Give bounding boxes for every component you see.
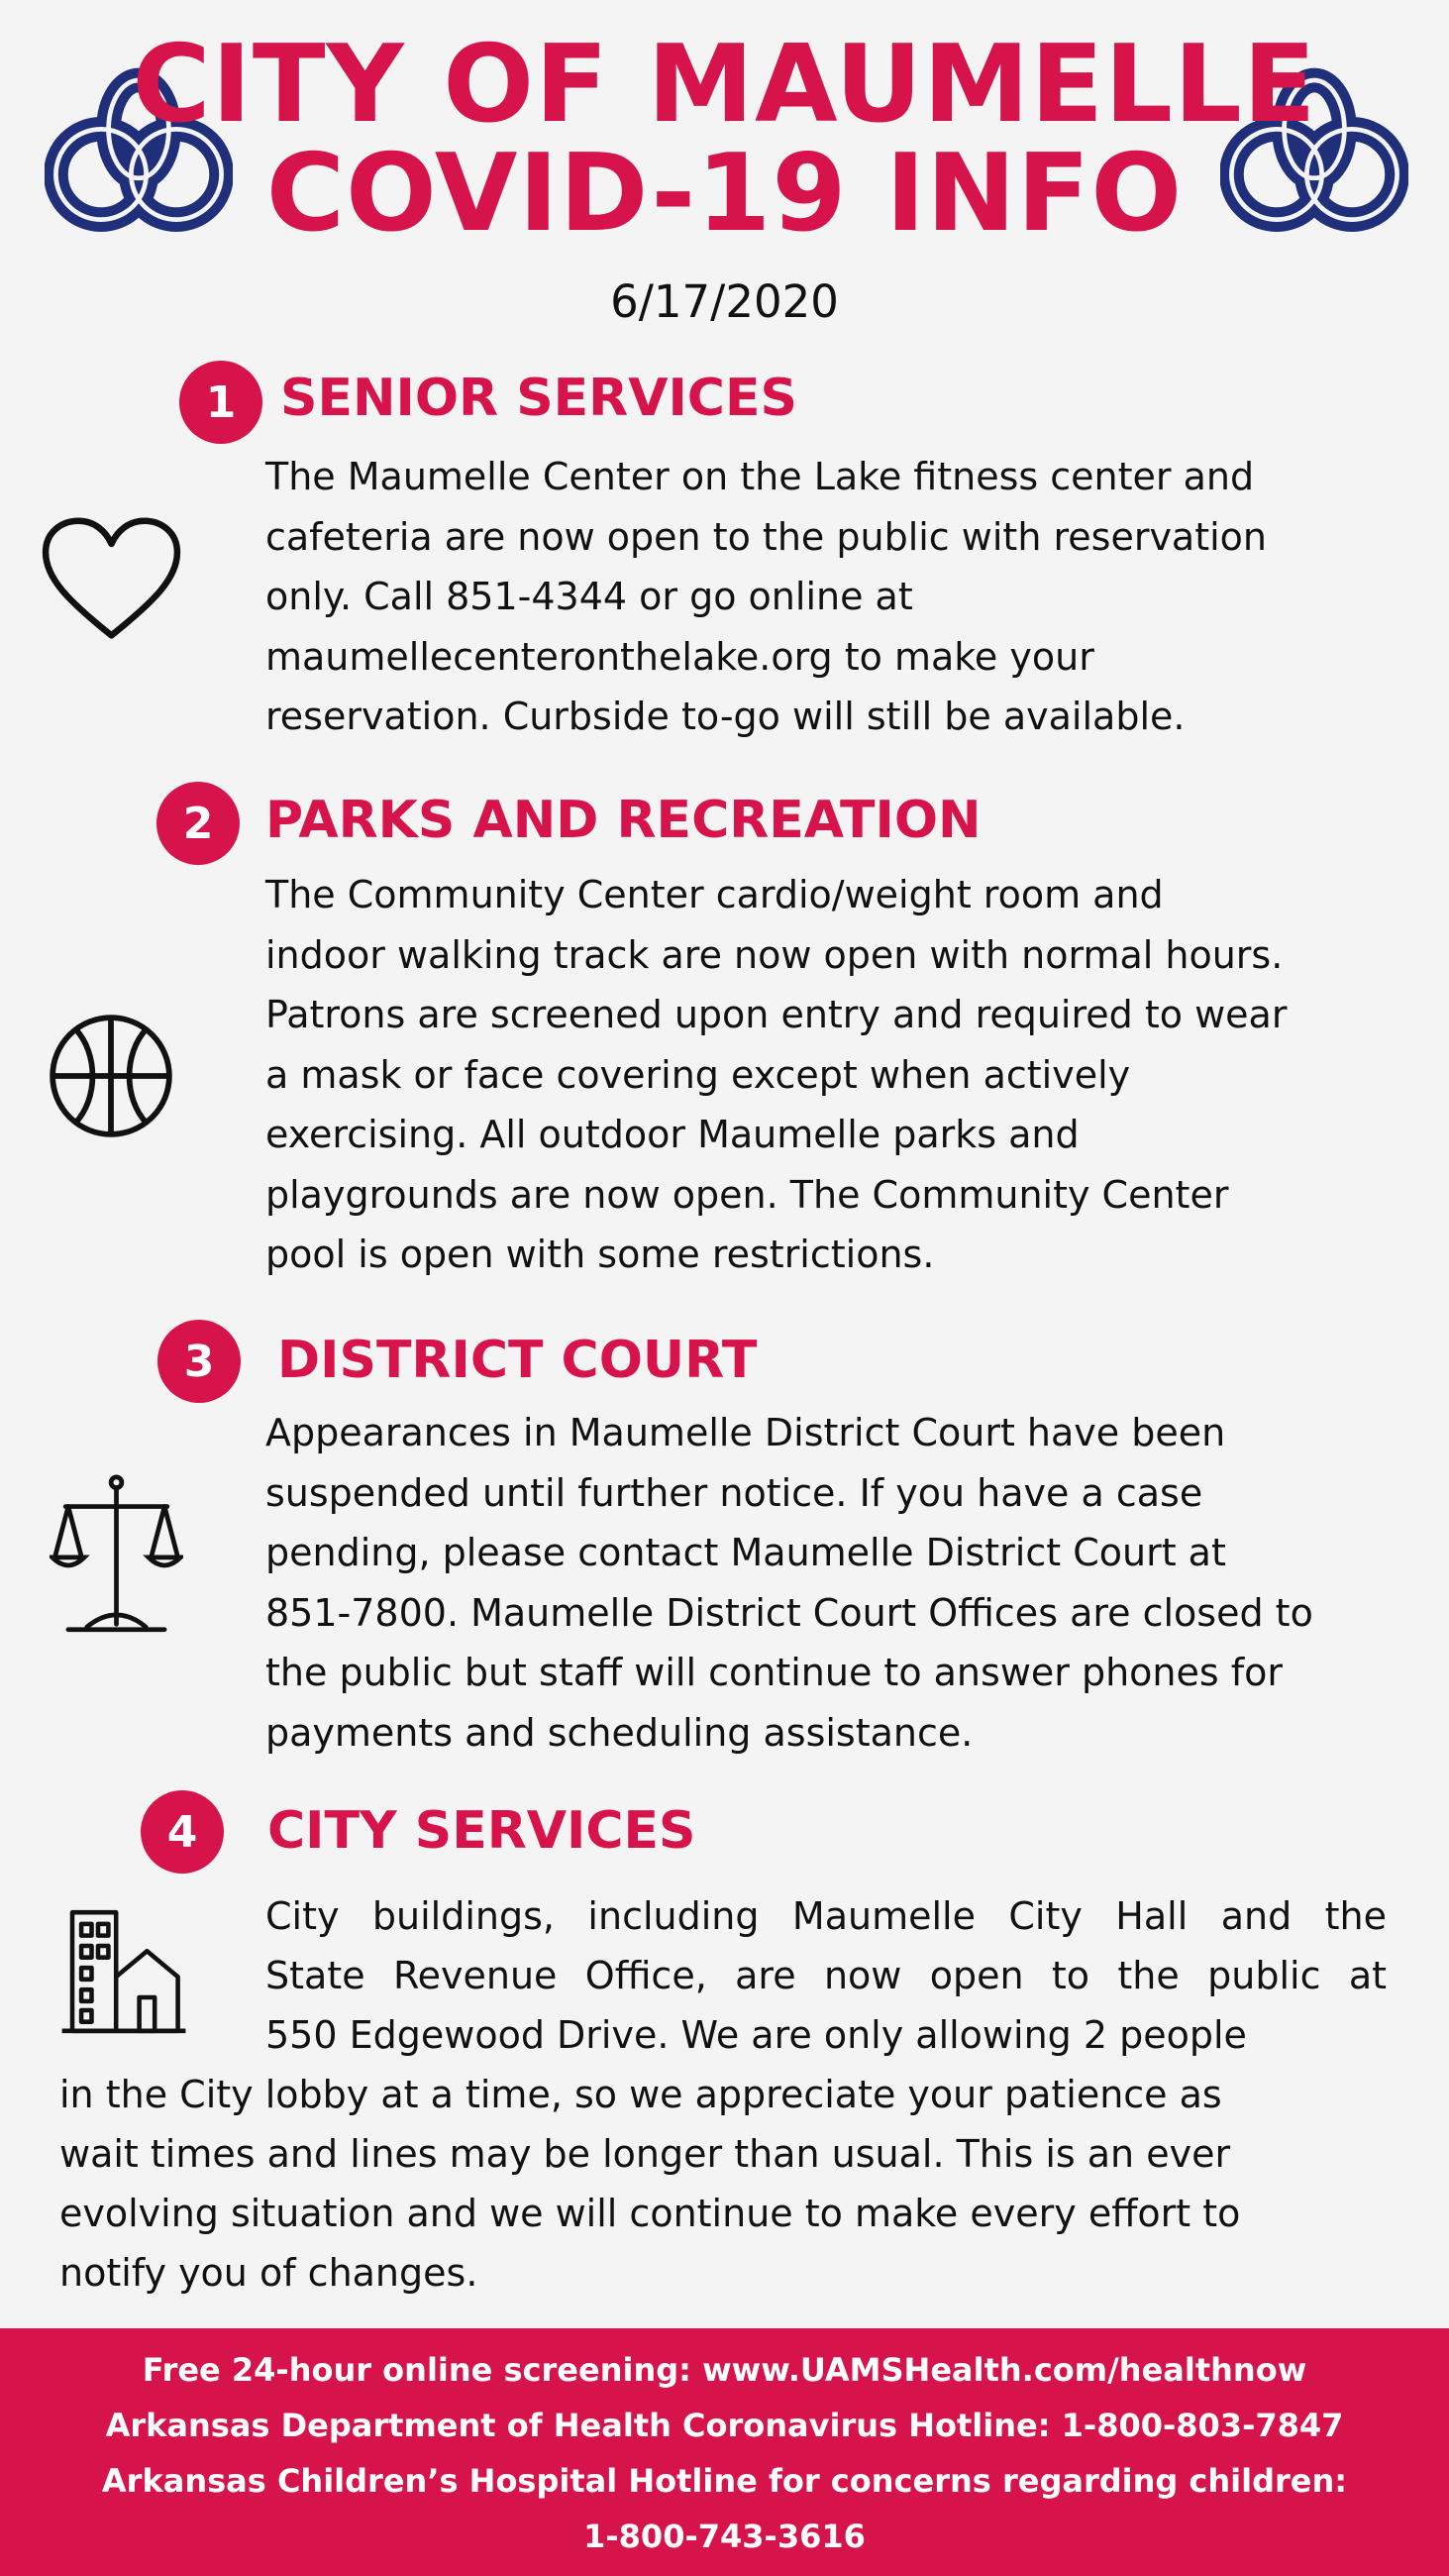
section-number-badge: 2 (156, 782, 240, 865)
section-body-district-court: Appearances in Maumelle District Court have been suspended until further notice. If you have a case pending, please contact Maumelle District Court at 851-7800. Maumelle District Court Offices are closed to the public but staff will continue to answer phones for payments and scheduling assistance. (265, 1411, 1313, 1755)
section-heading-city-services: CITY SERVICES (267, 1801, 696, 1861)
section-body-city-services: City buildings, including Maumelle City Hall and the State Revenue Office, are now open to the public at 550 Edgewood Drive. We are only allowing 2 people in the City lobby at a time, so we appreciate your patience as wait times and lines may be longer than usual. This is an ever evolving situation and we will continue to make every effort to notify you of changes. (59, 1894, 1387, 2295)
footer-health-hotline: Arkansas Department of Health Coronavirus Hotline: 1-800-803-7847 (105, 2407, 1344, 2444)
footer-childrens-hotline-number: 1-800-743-3616 (583, 2518, 866, 2555)
section-heading-parks-and-recreation: PARKS AND RECREATION (265, 791, 982, 850)
section-number-badge: 1 (179, 361, 262, 444)
section-heading-senior-services: SENIOR SERVICES (280, 369, 797, 428)
footer-screening-link[interactable]: Free 24-hour online screening: www.UAMSHealth.com/healthnow (142, 2351, 1307, 2389)
page-title-line-1: CITY OF MAUMELLE (132, 23, 1317, 147)
footer-hotlines (0, 2328, 1449, 2576)
section-body-senior-services: The Maumelle Center on the Lake fitness center and cafeteria are now open to the public with reservation only. Call 851-4344 or go online at maumellecenteronthelake.org to make your reservation. Curbside to-go will still be available. (265, 455, 1268, 738)
basketball-icon (48, 1013, 174, 1139)
heart-icon (40, 515, 183, 644)
scales-of-justice-icon (50, 1474, 183, 1638)
section-number-badge: 3 (157, 1320, 241, 1403)
footer-childrens-hotline: Arkansas Children’s Hospital Hotline for concerns regarding children: (101, 2462, 1348, 2500)
section-body-parks-and-recreation: The Community Center cardio/weight room and indoor walking track are now open with normal hours. Patrons are screened upon entry and required to wear a mask or face covering except when actively exercising. All outdoor Maumelle parks and playgrounds are now open. The Community Center pool is open with some restrictions. (265, 873, 1288, 1276)
section-number-badge: 4 (141, 1790, 224, 1874)
section-heading-district-court: DISTRICT COURT (277, 1331, 758, 1390)
page-title-line-2: COVID-19 INFO (265, 132, 1184, 256)
date: 6/17/2020 (610, 275, 839, 328)
